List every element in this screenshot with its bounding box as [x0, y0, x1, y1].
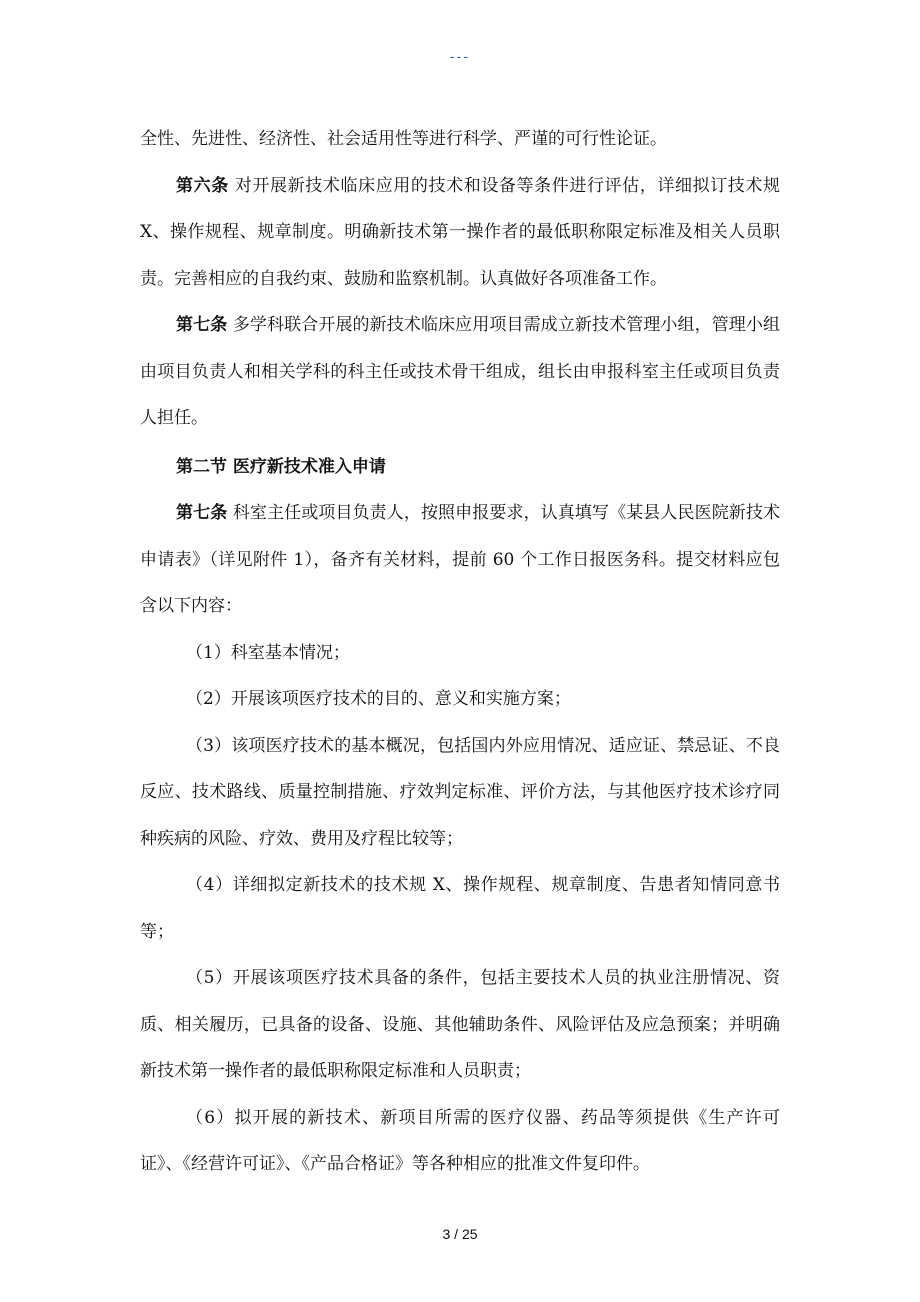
list-item-text: 科室基本情况；: [230, 642, 350, 663]
section-heading: 第二节 医疗新技术准入申请: [176, 456, 386, 477]
article-7-first: [140, 302, 780, 442]
list-item: [140, 676, 780, 723]
list-item-number: （1）: [186, 642, 231, 663]
article-7-second: [140, 490, 780, 630]
header-mark: ---: [450, 48, 470, 64]
list-item: [140, 630, 780, 677]
list-item-text: 拟开展的新技术、新项目所需的医疗仪器、药品等须提供《生产许可证》、《经营许可证》、《产品合格证》等各种相应的批准文件复印件。: [140, 1107, 780, 1174]
paragraph-continuation: [140, 116, 780, 163]
paragraph-text: 对开展新技术临床应用的技术和设备等条件进行评估，详细拟订技术规 X、操作规程、规章制度。明确新技术第一操作者的最低职称限定标准及相关人员职责。完善相应的自我约束、鼓励和监察机制。认真做好各项准备工作。: [140, 175, 781, 289]
list-item-number: （5）: [186, 968, 233, 988]
paragraph-text: 多学科联合开展的新技术临床应用项目需成立新技术管理小组，管理小组由项目负责人和相关学科的科主任或技术骨干组成，组长由申报科室主任或项目负责人担任。: [140, 315, 781, 428]
list-item: [140, 1095, 780, 1188]
list-item-text: 开展该项医疗技术的目的、意义和实施方案；: [230, 689, 571, 709]
list-item: [140, 723, 780, 863]
paragraph-text: 科室主任或项目负责人，按照申报要求，认真填写《某县人民医院新技术申请表》（详见附件 1），备齐有关材料，提前 60 个工作日报医务科。提交材料应包含以下内容：: [140, 503, 781, 616]
list-item: [140, 862, 780, 955]
list-item-number: （2）: [186, 689, 231, 709]
list-item-number: （3）: [186, 735, 232, 756]
article-label: 第七条: [176, 503, 228, 523]
list-item-text: 详细拟定新技术的技术规 X、操作规程、规章制度、告患者知情同意书等；: [140, 875, 780, 942]
list-item-text: 该项医疗技术的基本概况，包括国内外应用情况、适应证、禁忌证、不良反应、技术路线、质量控制措施、疗效判定标准、评价方法，与其他医疗技术诊疗同种疾病的风险、疗效、费用及疗程比较等；: [140, 735, 780, 849]
paragraph-text: 全性、先进性、经济性、社会适用性等进行科学、严谨的可行性论证。: [140, 129, 667, 149]
article-label: 第六条: [176, 175, 229, 196]
list-item-number: （4）: [186, 875, 233, 895]
article-label: 第七条: [176, 315, 228, 335]
page-number: 3 / 25: [442, 1226, 478, 1242]
list-item-number: （6）: [186, 1107, 235, 1128]
document-body: [140, 116, 780, 1188]
list-item-text: 开展该项医疗技术具备的条件，包括主要技术人员的执业注册情况、资质、相关履历，已具备的设备、设施、其他辅助条件、风险评估及应急预案；并明确新技术第一操作者的最低职称限定标准和人员职责；: [140, 968, 780, 1081]
article-6: [140, 163, 780, 303]
list-item: [140, 955, 780, 1095]
